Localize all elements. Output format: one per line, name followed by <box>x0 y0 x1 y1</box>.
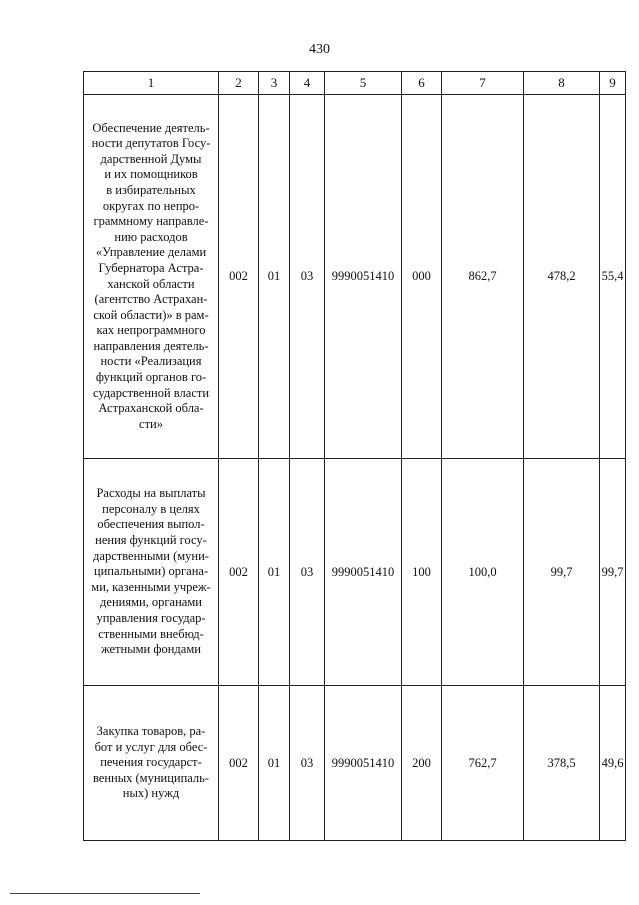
cell-expense-type: 000 <box>402 95 442 459</box>
cell-value-9: 49,6 <box>600 686 626 841</box>
page-number: 430 <box>309 42 330 57</box>
cell-section: 01 <box>259 686 290 841</box>
row-description: Обеспечение деятель- ности депутатов Госу- дарственной Думы и их помощников в избирательных округах по непро- граммному направле- нию расходов «Управление делами Губернатора Астра- ханской области (агентство Астрахан- ской области)» в рам- ках непрограммного направления деятель- ности «Реализация функций органов го- сударственной власти Астраханской обла- сти» <box>84 95 219 459</box>
cell-subsection: 03 <box>290 459 325 686</box>
cell-value-8: 99,7 <box>524 459 600 686</box>
cell-value-7: 100,0 <box>442 459 524 686</box>
table-row <box>84 686 626 841</box>
column-header: 8 <box>524 72 600 95</box>
cell-value-7: 762,7 <box>442 686 524 841</box>
table-row <box>84 459 626 686</box>
table-row <box>84 95 626 459</box>
column-header: 1 <box>84 72 219 95</box>
column-header: 3 <box>259 72 290 95</box>
cell-section: 01 <box>259 95 290 459</box>
table-header-row <box>84 72 626 95</box>
budget-table <box>83 71 626 841</box>
cell-admin-code: 002 <box>219 95 259 459</box>
cell-target-code: 9990051410 <box>325 686 402 841</box>
row-description: Закупка товаров, ра- бот и услуг для обес- печения государст- венных (муниципаль- ных) нужд <box>84 686 219 841</box>
cell-section: 01 <box>259 459 290 686</box>
cell-subsection: 03 <box>290 95 325 459</box>
cell-value-8: 478,2 <box>524 95 600 459</box>
cell-admin-code: 002 <box>219 686 259 841</box>
cell-expense-type: 100 <box>402 459 442 686</box>
column-header: 4 <box>290 72 325 95</box>
cell-value-9: 55,4 <box>600 95 626 459</box>
cell-value-9: 99,7 <box>600 459 626 686</box>
cell-target-code: 9990051410 <box>325 459 402 686</box>
column-header: 6 <box>402 72 442 95</box>
cell-admin-code: 002 <box>219 459 259 686</box>
footnote-divider <box>10 893 200 894</box>
column-header: 9 <box>600 72 626 95</box>
column-header: 2 <box>219 72 259 95</box>
column-header: 7 <box>442 72 524 95</box>
cell-target-code: 9990051410 <box>325 95 402 459</box>
cell-value-8: 378,5 <box>524 686 600 841</box>
cell-value-7: 862,7 <box>442 95 524 459</box>
column-header: 5 <box>325 72 402 95</box>
cell-subsection: 03 <box>290 686 325 841</box>
row-description: Расходы на выплаты персоналу в целях обеспечения выпол- нения функций госу- дарственными (муни- ципальными) органа- ми, казенными учреж- дениями, органами управления государ- ственными внебюд- жетными фондами <box>84 459 219 686</box>
cell-expense-type: 200 <box>402 686 442 841</box>
